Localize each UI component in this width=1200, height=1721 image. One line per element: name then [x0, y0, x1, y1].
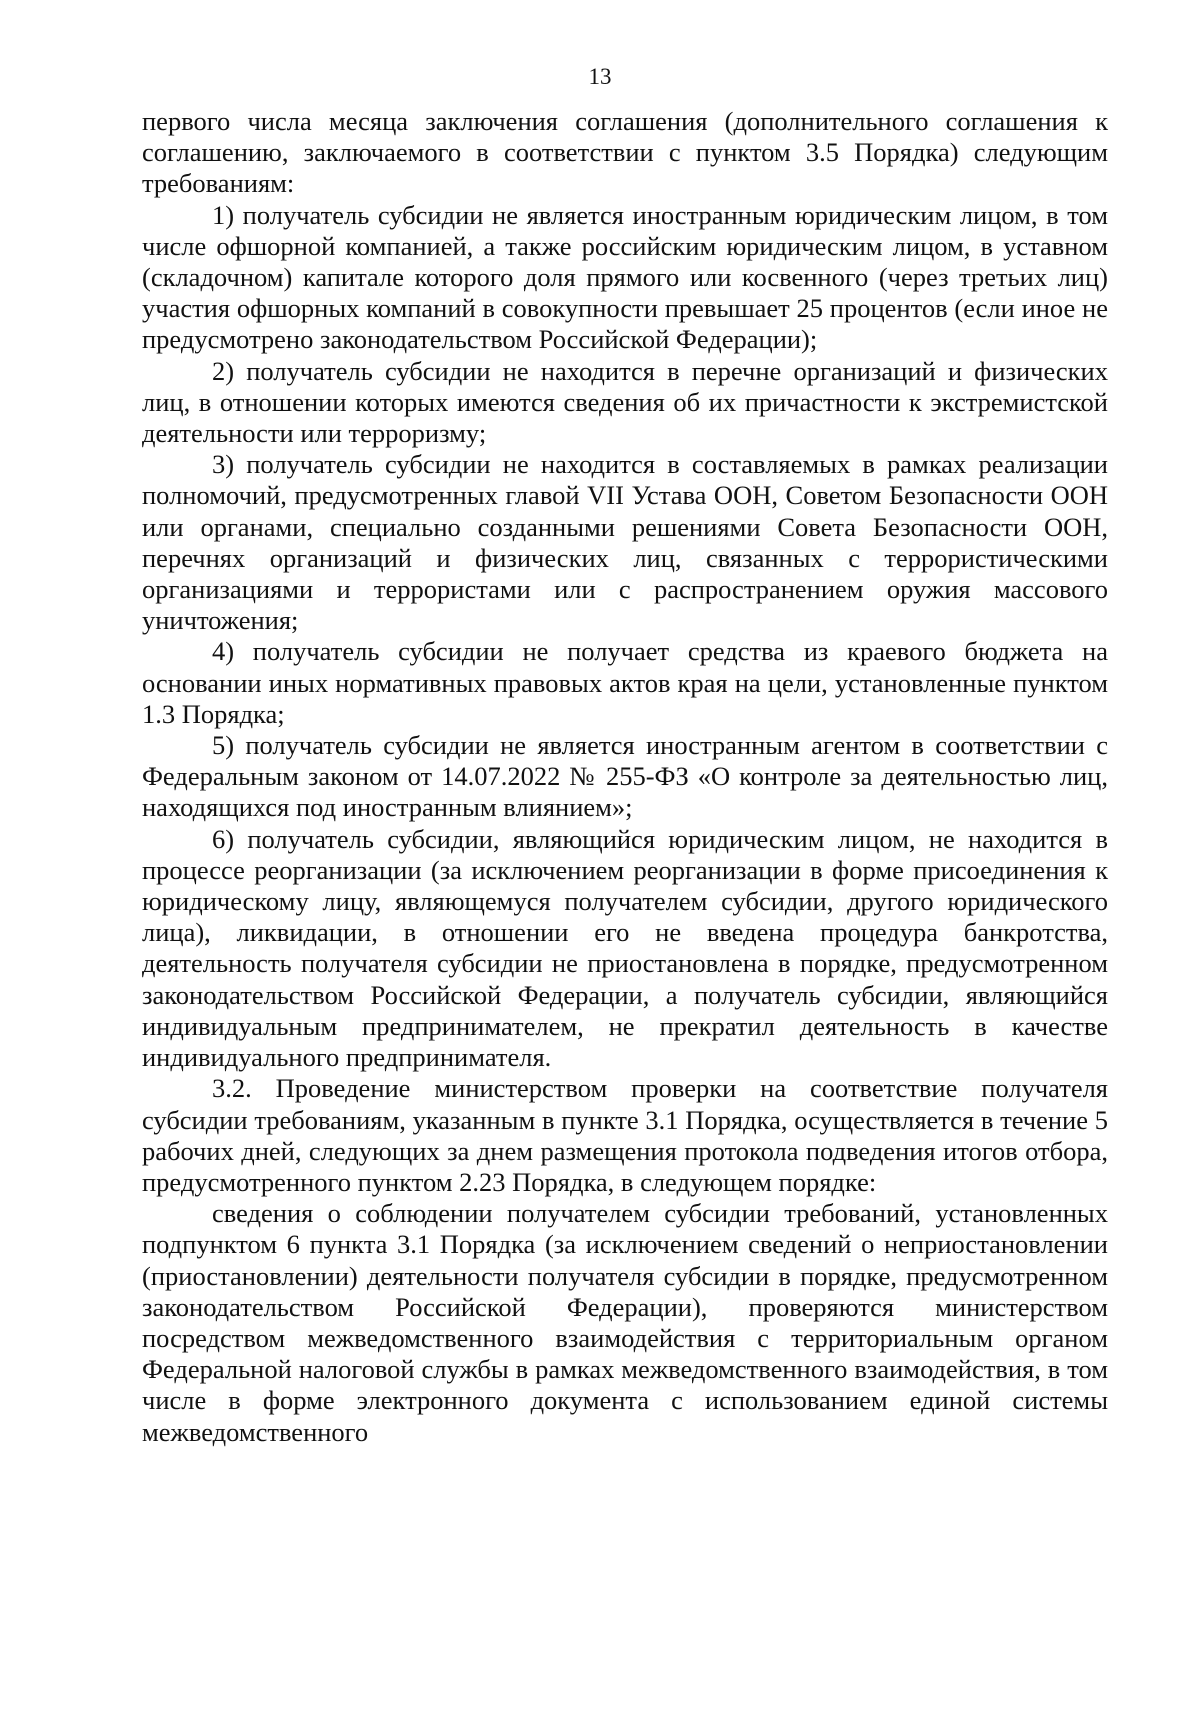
paragraph-requirement-4: 4) получатель субсидии не получает средства из краевого бюджета на основании иных нормативных правовых актов края на цели, установленные пунктом 1.3 Порядка;	[142, 636, 1108, 729]
paragraph-requirement-1: 1) получатель субсидии не является иностранным юридическим лицом, в том числе офшорной компанией, а также российским юридическим лицом, в уставном (складочном) капитале которого доля прямого или косвенного (через третьих лиц) участия офшорных компаний в совокупности превышает 25 процентов (если иное не предусмотрено законодательством Российской Федерации);	[142, 199, 1108, 355]
paragraph-requirement-3: 3) получатель субсидии не находится в составляемых в рамках реализации полномочий, предусмотренных главой VII Устава ООН, Советом Безопасности ООН или органами, специально созданными решениями Совета Безопасности ООН, перечнях организаций и физических лиц, связанных с террористическими организациями и террористами или с распространением оружия массового уничтожения;	[142, 449, 1108, 636]
page-number: 13	[588, 64, 612, 89]
paragraph-requirement-5: 5) получатель субсидии не является иностранным агентом в соответствии с Федеральным законом от 14.07.2022 № 255-ФЗ «О контроле за деятельностью лиц, находящихся под иностранным влиянием»;	[142, 730, 1108, 823]
paragraph-verification-details: сведения о соблюдении получателем субсидии требований, установленных подпунктом 6 пункта 3.1 Порядка (за исключением сведений о неприостановлении (приостановлении) деятельности получателя субсидии в порядке, предусмотренном законодательством Российской Федерации), проверяются министерством посредством межведомственного взаимодействия с территориальным органом Федеральной налоговой службы в рамках межведомственного взаимодействия, в том числе в форме электронного документа с использованием единой системы межведомственного	[142, 1198, 1108, 1447]
paragraph-section-3-2: 3.2. Проведение министерством проверки на соответствие получателя субсидии требованиям, указанным в пункте 3.1 Порядка, осуществляется в течение 5 рабочих дней, следующих за днем размещения протокола подведения итогов отбора, предусмотренного пунктом 2.23 Порядка, в следующем порядке:	[142, 1073, 1108, 1197]
paragraph-requirement-2: 2) получатель субсидии не находится в перечне организаций и физических лиц, в отношении которых имеются сведения об их причастности к экстремистской деятельности или терроризму;	[142, 355, 1108, 449]
paragraph-continuation: первого числа месяца заключения соглашения (дополнительного соглашения к соглашению, заключаемого в соответствии с пунктом 3.5 Порядка) следующим требованиям:	[142, 106, 1108, 199]
document-body	[142, 106, 1108, 1448]
paragraph-requirement-6: 6) получатель субсидии, являющийся юридическим лицом, не находится в процессе реорганизации (за исключением реорганизации в форме присоединения к юридическому лицу, являющемуся получателем субсидии, другого юридического лица), ликвидации, в отношении его не введена процедура банкротства, деятельность получателя субсидии не приостановлена в порядке, предусмотренном законодательством Российской Федерации, а получатель субсидии, являющийся индивидуальным предпринимателем, не прекратил деятельность в качестве индивидуального предпринимателя.	[142, 823, 1108, 1073]
